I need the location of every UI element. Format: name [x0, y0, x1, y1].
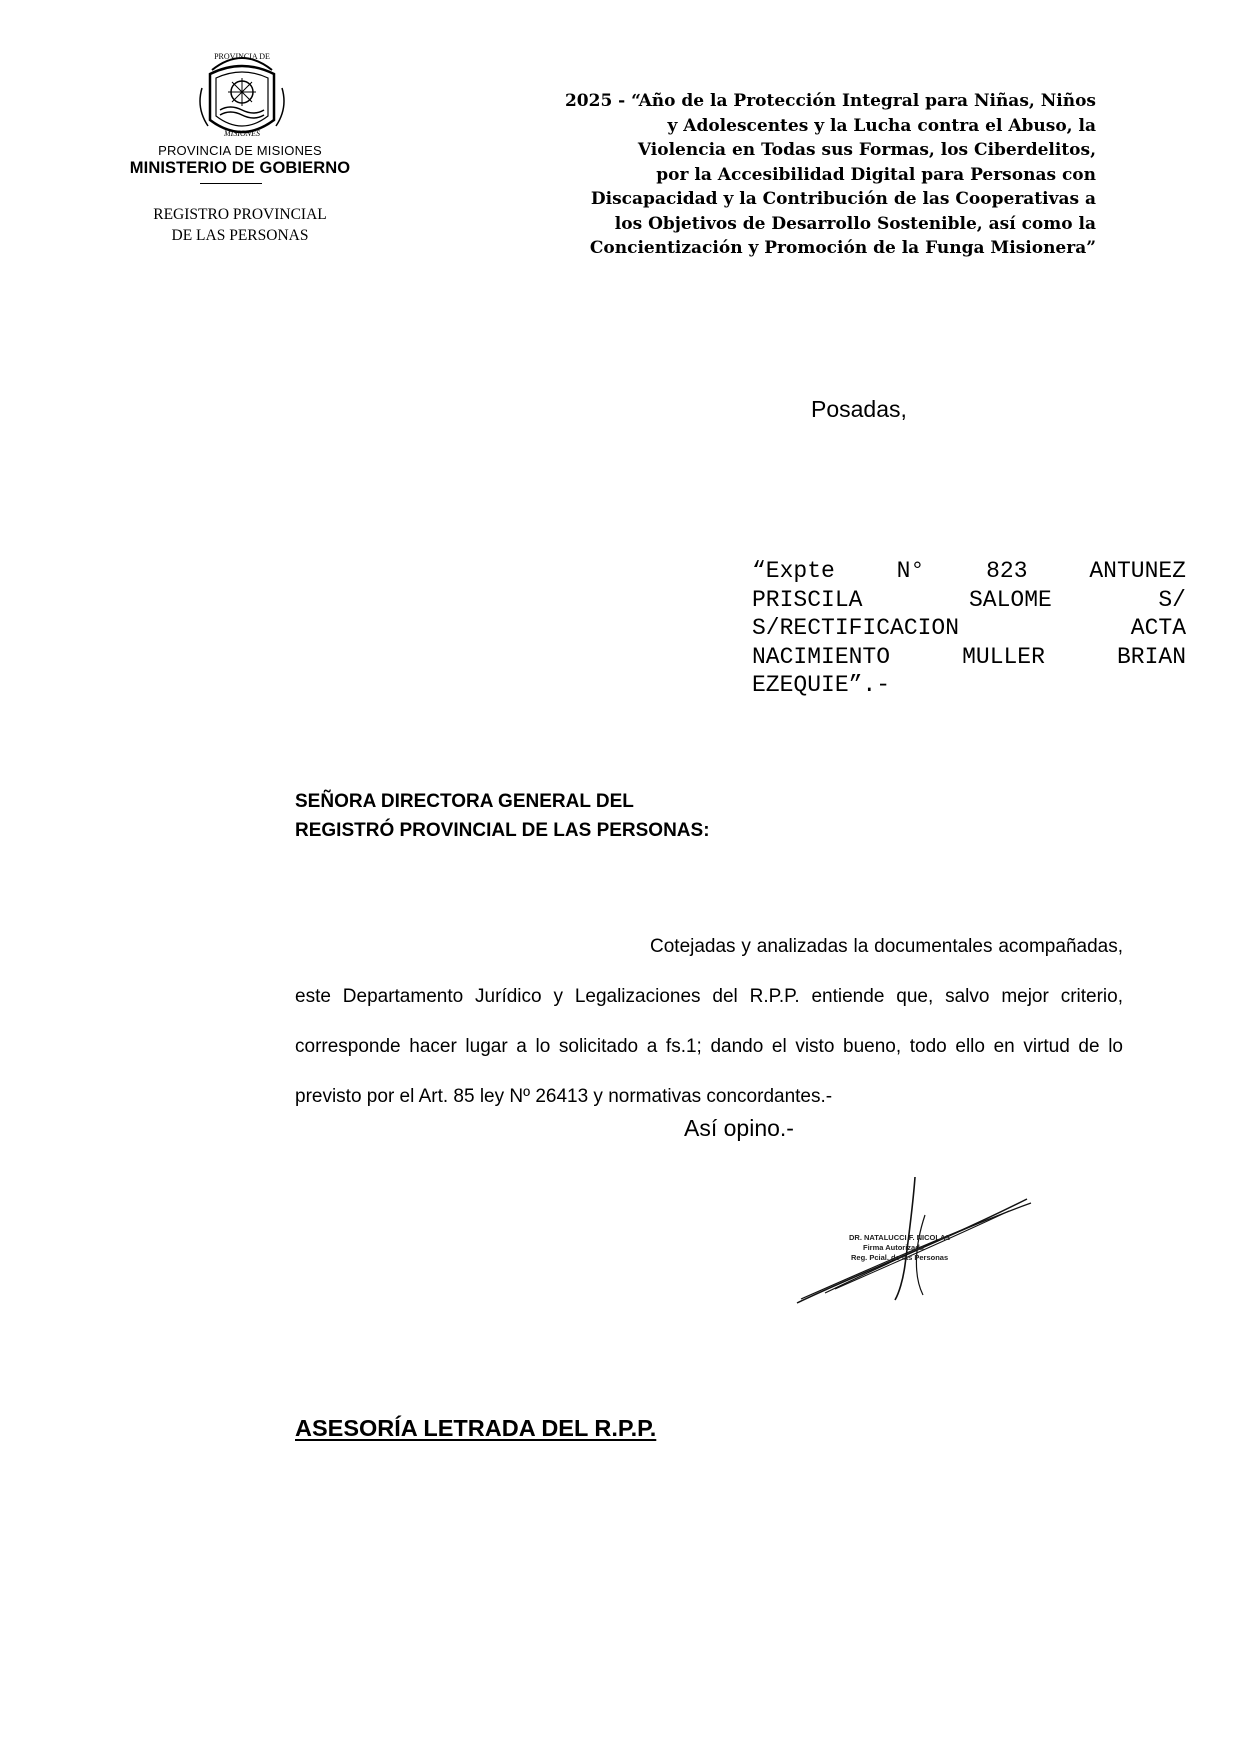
- ministry-name: MINISTERIO DE GOBIERNO: [129, 159, 351, 177]
- year-motto: [470, 89, 1096, 261]
- opinion-text: Cotejadas y analizadas la documentales acompañadas, este Departamento Jurídico y Legalizaciones del R.P.P. entiende que, salvo mejor criterio, corresponde hacer lugar a lo solicitado a fs.1; dando el visto bueno, todo ello en virtud de lo previsto por el Art. 85 ley Nº 26413 y normativas concordantes.-: [295, 936, 1123, 1107]
- ministry-divider: [200, 183, 262, 184]
- registry-line-2: DE LAS PERSONAS: [171, 227, 309, 244]
- motto-line: Concientización y Promoción de la Funga Misionera”: [589, 238, 1096, 258]
- case-reference-line: EZEQUIE”.-: [752, 672, 891, 698]
- handwritten-signature: [795, 1175, 1040, 1310]
- city-date-line: Posadas,: [811, 396, 907, 422]
- stamp-role: Firma Autorizada: [863, 1243, 924, 1252]
- addressee: [295, 787, 710, 845]
- registry-name: [110, 204, 370, 246]
- case-reference: [752, 557, 1186, 700]
- closing-phrase: Así opino.-: [684, 1115, 794, 1141]
- motto-line: Violencia en Todas sus Formas, los Ciberdelitos,: [637, 140, 1096, 160]
- stamp-name: DR. NATALUCCI F. NICOLAS: [849, 1233, 951, 1242]
- seal-text-bottom: MISIONES: [224, 129, 260, 138]
- motto-line: por la Accesibilidad Digital para Personas con: [656, 164, 1096, 185]
- case-reference-line: S/RECTIFICACION ACTA: [752, 615, 1186, 641]
- seal-text-top: PROVINCIA DE: [214, 52, 270, 61]
- opinion-paragraph: [295, 922, 1123, 1122]
- motto-line: 2025 - “Año de la Protección Integral para Niñas, Niños: [564, 91, 1096, 111]
- addressee-line: SEÑORA DIRECTORA GENERAL DEL: [295, 791, 634, 812]
- case-reference-line: PRISCILA SALOME S/: [752, 586, 1186, 613]
- registry-line-1: REGISTRO PROVINCIAL: [153, 206, 327, 223]
- addressee-line: REGISTRÓ PROVINCIAL DE LAS PERSONAS:: [295, 820, 710, 841]
- motto-line: Discapacidad y la Contribución de las Cooperativas a: [590, 189, 1096, 209]
- case-reference-line: “Expte N° 823 ANTUNEZ: [752, 558, 1186, 584]
- motto-line: los Objetivos de Desarrollo Sostenible, así como la: [614, 213, 1096, 234]
- motto-line: y Adolescentes y la Lucha contra el Abuso, la: [667, 115, 1096, 136]
- province-name: PROVINCIA DE MISIONES: [158, 143, 322, 158]
- stamp-office: Reg. Pcial. de las Personas: [851, 1253, 949, 1262]
- case-reference-line: NACIMIENTO MULLER BRIAN: [752, 643, 1186, 670]
- office-title: ASESORÍA LETRADA DEL R.P.P.: [295, 1415, 657, 1441]
- province-seal-logo: [192, 48, 292, 140]
